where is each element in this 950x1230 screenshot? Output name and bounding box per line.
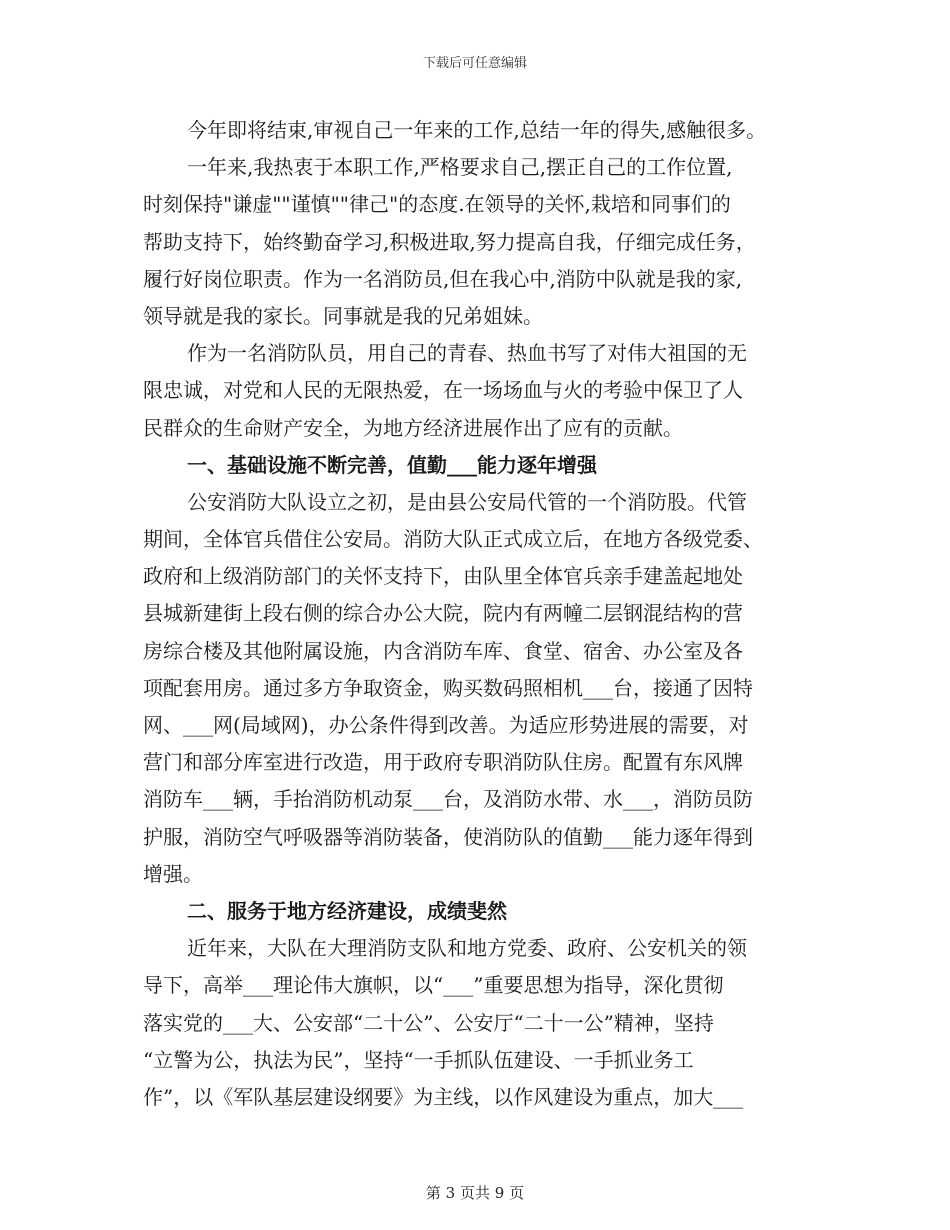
text-line: 消防车___辆，手抬消防机动泵___台，及消防水带、水___，消防员防 bbox=[143, 787, 753, 812]
text-line: 履行好岗位职责。作为一名消防员,但在我心中,消防中队就是我的家, bbox=[143, 266, 743, 291]
text-line: 民群众的生命财产安全，为地方经济进展作出了应有的贡献。 bbox=[143, 415, 683, 440]
section-heading: 一、基础设施不断完善，值勤___能力逐年增强 bbox=[187, 452, 597, 477]
text-line: 领导就是我的家长。同事就是我的兄弟姐妹。 bbox=[143, 303, 543, 328]
text-line: 时刻保持"谦虚""谨慎""律己"的态度.在领导的关怀,栽培和同事们的 bbox=[143, 192, 731, 217]
text-line: 县城新建街上段右侧的综合办公大院，院内有两幢二层钢混结构的营 bbox=[143, 601, 743, 626]
text-line: 项配套用房。通过多方争取资金，购买数码照相机___台，接通了因特 bbox=[143, 675, 753, 700]
text-line: 作为一名消防队员，用自己的青春、热血书写了对伟大祖国的无 bbox=[187, 341, 747, 366]
text-line: “立警为公，执法为民”，坚持“一手抓队伍建设、一手抓业务工 bbox=[143, 1047, 694, 1072]
text-line: 房综合楼及其他附属设施，内含消防车库、食堂、宿舍、办公室及各 bbox=[143, 638, 743, 663]
text-line: 网、___网(局域网)，办公条件得到改善。为适应形势进展的需要，对 bbox=[143, 713, 749, 737]
text-line: 增强。 bbox=[143, 861, 203, 886]
text-line: 护服，消防空气呼吸器等消防装备，使消防队的值勤___能力逐年得到 bbox=[143, 824, 753, 849]
document-body bbox=[143, 112, 808, 1116]
text-line: 作”，以《军队基层建设纲要》为主线，以作风建设为重点，加大___ bbox=[143, 1084, 744, 1109]
text-line: 政府和上级消防部门的关怀支持下，由队里全体官兵亲手建盖起地处 bbox=[143, 564, 743, 589]
text-line: 限忠诚，对党和人民的无限热爱，在一场场血与火的考验中保卫了人 bbox=[143, 378, 743, 403]
text-line: 一年来,我热衷于本职工作,严格要求自己,摆正自己的工作位置, bbox=[187, 155, 733, 180]
text-line: 营门和部分库室进行改造，用于政府专职消防队住房。配置有东风牌 bbox=[143, 750, 743, 775]
text-line: 落实党的___大、公安部“二十公”、公安厅“二十一公”精神，坚持 bbox=[143, 1010, 714, 1035]
text-line: 导下，高举___理论伟大旗帜，以“___”重要思想为指导，深化贯彻 bbox=[143, 973, 724, 998]
section-heading: 二、服务于地方经济建设，成绩斐然 bbox=[187, 898, 507, 923]
text-line: 近年来，大队在大理消防支队和地方党委、政府、公安机关的领 bbox=[187, 936, 747, 961]
page-footer: 第 3 页共 9 页 bbox=[425, 1184, 525, 1202]
text-line: 今年即将结束,审视自己一年来的工作,总结一年的得失,感触很多。 bbox=[187, 118, 767, 142]
text-line: 帮助支持下，始终勤奋学习,积极进取,努力提高自我，仔细完成任务， bbox=[143, 229, 756, 254]
text-line: 公安消防大队设立之初，是由县公安局代管的一个消防股。代管 bbox=[187, 489, 747, 514]
text-line: 期间，全体官兵借住公安局。消防大队正式成立后，在地方各级党委、 bbox=[143, 527, 763, 552]
page-header: 下载后可任意编辑 bbox=[422, 56, 527, 71]
